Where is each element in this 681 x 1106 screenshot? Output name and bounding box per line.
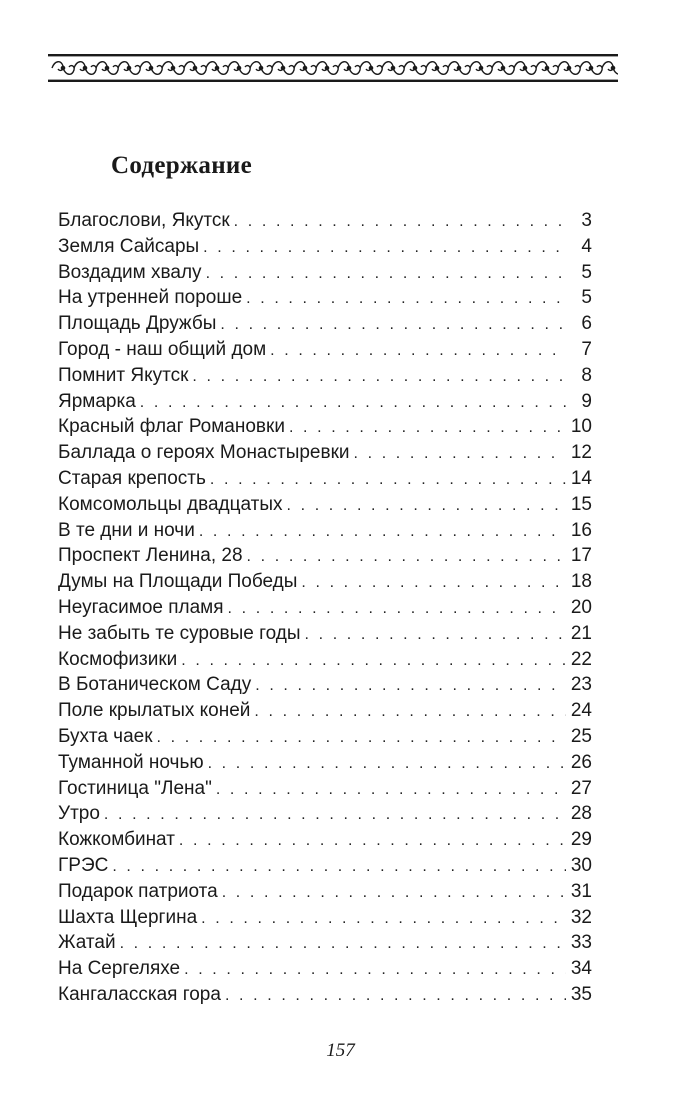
toc-entry-page: 10 — [570, 416, 592, 438]
page-number: 157 — [326, 1040, 355, 1061]
toc-entry — [58, 750, 592, 776]
toc-entry-title: Город - наш общий дом — [58, 338, 267, 360]
toc-entry-page: 14 — [570, 467, 592, 489]
dot-leader — [208, 751, 566, 777]
toc-entry — [58, 982, 592, 1008]
dot-leader — [184, 957, 566, 983]
dot-leader — [181, 648, 566, 674]
toc-entry — [58, 672, 592, 698]
toc-entry-page: 5 — [581, 287, 592, 309]
toc-entry-title: На Сергеляхе — [58, 958, 181, 980]
toc-entry-page: 20 — [570, 596, 592, 618]
toc-entry-title: Не забыть те суровые годы — [58, 622, 301, 644]
toc-entry — [58, 363, 592, 389]
table-of-contents — [58, 208, 592, 1008]
dot-leader — [287, 493, 566, 519]
toc-entry-page: 21 — [570, 622, 592, 644]
toc-entry-page: 32 — [570, 906, 592, 928]
toc-entry-title: В те дни и ночи — [58, 519, 195, 541]
dot-leader — [203, 235, 566, 261]
dot-leader — [225, 983, 566, 1009]
toc-entry — [58, 956, 592, 982]
dot-leader — [305, 622, 566, 648]
toc-entry-title: Бухта чаек — [58, 725, 153, 747]
dot-leader — [254, 699, 566, 725]
dot-leader — [222, 880, 566, 906]
toc-entry-title: Площадь Дружбы — [58, 313, 217, 335]
toc-entry-page: 29 — [570, 829, 592, 851]
dot-leader — [246, 286, 566, 312]
toc-entry — [58, 879, 592, 905]
toc-entry-page: 15 — [570, 493, 592, 515]
toc-entry-page: 3 — [581, 210, 592, 231]
dot-leader — [289, 415, 566, 441]
toc-entry — [58, 440, 592, 466]
toc-entry-title: Ярмарка — [58, 390, 136, 412]
toc-entry — [58, 930, 592, 956]
toc-entry-title: Неугасимое пламя — [58, 596, 224, 618]
toc-entry-title: Помнит Якутск — [58, 364, 189, 386]
toc-entry-page: 12 — [570, 442, 592, 464]
toc-entry-title: Жатай — [58, 932, 116, 954]
toc-entry-title: Подарок патриота — [58, 880, 218, 902]
dot-leader — [228, 596, 566, 622]
toc-entry-page: 27 — [570, 777, 592, 799]
dot-leader — [201, 906, 566, 932]
dot-leader — [270, 338, 566, 364]
dot-leader — [179, 828, 566, 854]
page-title: Содержание — [111, 152, 253, 179]
dot-leader — [255, 673, 566, 699]
dot-leader — [199, 519, 566, 545]
toc-entry — [58, 569, 592, 595]
dot-leader — [112, 854, 566, 880]
toc-entry-page: 30 — [570, 854, 592, 876]
toc-entry-title: Гостиница "Лена" — [58, 777, 212, 799]
toc-entry-page: 9 — [581, 390, 592, 412]
toc-entry — [58, 208, 592, 234]
toc-entry-title: Космофизики — [58, 648, 178, 670]
dot-leader — [234, 209, 566, 235]
dot-leader — [301, 570, 566, 596]
toc-entry-title: В Ботаническом Саду — [58, 674, 252, 696]
toc-entry — [58, 466, 592, 492]
toc-entry-title: Благослови, Якутск — [58, 210, 230, 231]
dot-leader — [216, 777, 566, 803]
toc-entry-page: 6 — [581, 313, 592, 335]
toc-entry-title: Поле крылатых коней — [58, 700, 251, 722]
toc-entry — [58, 595, 592, 621]
toc-entry-title: Баллада о героях Монастыревки — [58, 442, 350, 464]
toc-entry-page: 35 — [570, 983, 592, 1005]
toc-entry — [58, 260, 592, 286]
toc-entry-page: 18 — [570, 571, 592, 593]
toc-entry-title: Старая крепость — [58, 467, 206, 489]
toc-entry — [58, 518, 592, 544]
toc-entry — [58, 337, 592, 363]
toc-entry-title: Красный флаг Романовки — [58, 416, 285, 438]
toc-entry — [58, 285, 592, 311]
toc-entry-page: 8 — [581, 364, 592, 386]
toc-entry-title: Туманной ночью — [58, 751, 204, 773]
toc-entry — [58, 621, 592, 647]
toc-entry-page: 23 — [570, 674, 592, 696]
toc-entry-title: ГРЭС — [58, 854, 109, 876]
toc-entry-page: 16 — [570, 519, 592, 541]
toc-entry — [58, 853, 592, 879]
toc-entry — [58, 234, 592, 260]
toc-entry — [58, 905, 592, 931]
toc-entry-page: 4 — [581, 235, 592, 257]
decorative-header-border — [48, 54, 618, 82]
toc-entry-page: 7 — [581, 338, 592, 360]
toc-entry-title: Комсомольцы двадцатых — [58, 493, 283, 515]
toc-entry-title: Земля Сайсары — [58, 235, 200, 257]
dot-leader — [220, 312, 566, 338]
toc-entry-title: Проспект Ленина, 28 — [58, 545, 243, 567]
dot-leader — [120, 931, 566, 957]
toc-entry — [58, 311, 592, 337]
toc-entry — [58, 492, 592, 518]
toc-entry-page: 5 — [581, 261, 592, 283]
dot-leader — [157, 725, 566, 751]
toc-entry — [58, 827, 592, 853]
toc-entry-title: Думы на Площади Победы — [58, 571, 298, 593]
dot-leader — [247, 544, 566, 570]
toc-entry — [58, 647, 592, 673]
toc-entry-title: Кожкомбинат — [58, 829, 175, 851]
toc-entry — [58, 389, 592, 415]
dot-leader — [210, 467, 566, 493]
toc-entry-page: 17 — [570, 545, 592, 567]
toc-entry — [58, 724, 592, 750]
toc-entry-page: 24 — [570, 700, 592, 722]
toc-entry-title: На утренней пороше — [58, 287, 243, 309]
toc-entry — [58, 414, 592, 440]
toc-entry-page: 22 — [570, 648, 592, 670]
dot-leader — [104, 802, 566, 828]
ornament-pattern — [48, 54, 618, 82]
toc-entry-title: Шахта Щергина — [58, 906, 198, 928]
dot-leader — [206, 261, 566, 287]
toc-entry-page: 31 — [570, 880, 592, 902]
toc-entry-page: 25 — [570, 725, 592, 747]
toc-entry-page: 34 — [570, 958, 592, 980]
toc-entry — [58, 776, 592, 802]
dot-leader — [140, 390, 566, 416]
dot-leader — [192, 364, 566, 390]
toc-entry-title: Утро — [58, 803, 100, 825]
toc-entry — [58, 698, 592, 724]
toc-entry — [58, 543, 592, 569]
toc-entry-page: 26 — [570, 751, 592, 773]
toc-entry-page: 28 — [570, 803, 592, 825]
toc-entry-title: Кангаласская гора — [58, 983, 221, 1005]
toc-entry — [58, 801, 592, 827]
dot-leader — [354, 441, 566, 467]
toc-entry-title: Воздадим хвалу — [58, 261, 202, 283]
toc-entry-page: 33 — [570, 932, 592, 954]
